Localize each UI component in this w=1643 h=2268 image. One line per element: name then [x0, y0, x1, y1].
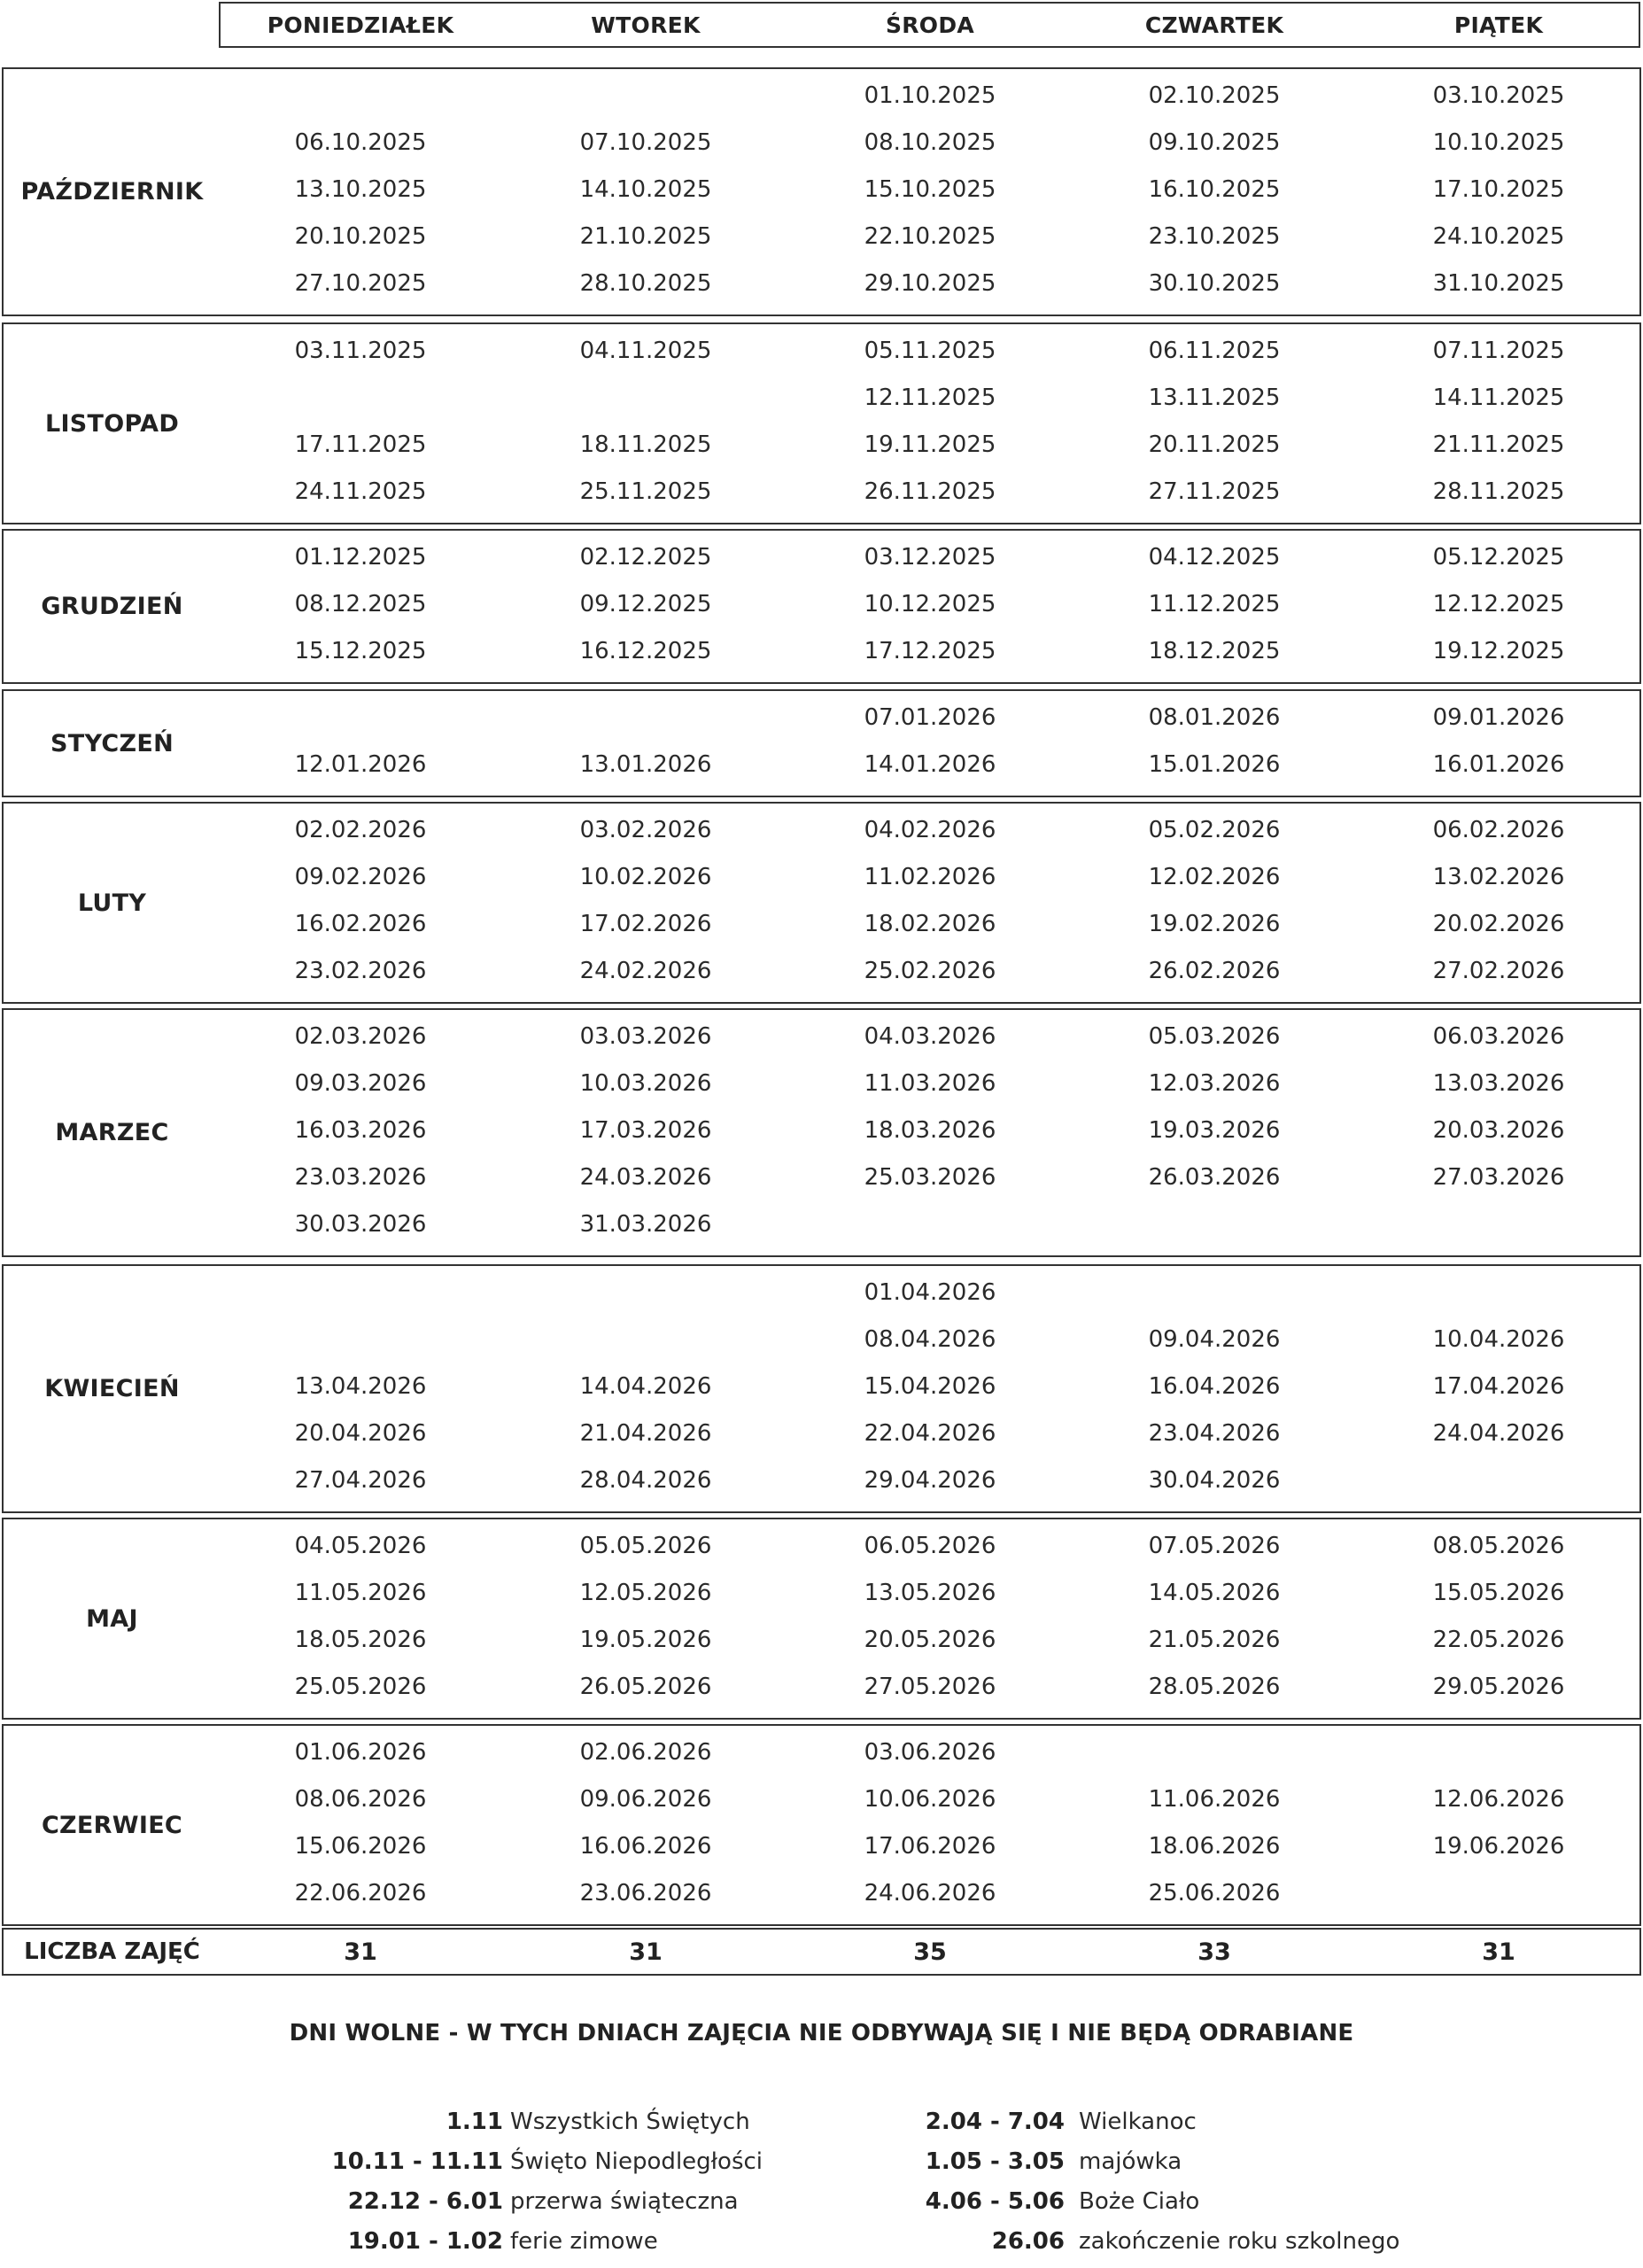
date-cell: 22.05.2026 [1432, 1627, 1565, 1653]
date-cell: 09.10.2025 [1148, 129, 1281, 156]
date-cell: 05.03.2026 [1148, 1023, 1281, 1050]
date-cell: 16.04.2026 [1148, 1373, 1281, 1400]
date-cell: 18.05.2026 [294, 1627, 427, 1653]
date-cell: 11.02.2026 [864, 864, 996, 890]
week-row [4, 540, 1639, 575]
date-cell: 29.04.2026 [864, 1467, 996, 1494]
date-cell: 02.03.2026 [294, 1023, 427, 1050]
date-cell: 06.05.2026 [864, 1533, 996, 1559]
date-cell: 27.11.2025 [1148, 478, 1281, 505]
week-row [4, 1463, 1639, 1498]
week-row [4, 1782, 1639, 1817]
date-cell: 25.06.2026 [1148, 1880, 1281, 1907]
date-cell: 23.10.2025 [1148, 223, 1281, 250]
date-cell: 17.06.2026 [864, 1833, 996, 1860]
holiday-date: 1.05 - 3.05 [925, 2148, 1065, 2175]
date-cell: 11.03.2026 [864, 1070, 996, 1097]
lesson-count-label: LICZBA ZAJĘĆ [24, 1938, 200, 1965]
date-cell: 06.03.2026 [1432, 1023, 1565, 1050]
date-cell: 03.06.2026 [864, 1739, 996, 1766]
date-cell: 18.02.2026 [864, 911, 996, 937]
holiday-date: 1.11 [446, 2109, 503, 2135]
week-row [4, 474, 1639, 509]
week-row [4, 1113, 1639, 1148]
date-cell: 11.06.2026 [1148, 1786, 1281, 1813]
date-cell: 05.12.2025 [1432, 544, 1565, 571]
date-cell: 05.05.2026 [579, 1533, 712, 1559]
date-cell: 06.11.2025 [1148, 338, 1281, 364]
week-row [4, 1416, 1639, 1451]
date-cell: 16.06.2026 [579, 1833, 712, 1860]
date-cell: 08.04.2026 [864, 1326, 996, 1353]
week-row [4, 172, 1639, 207]
date-cell: 04.05.2026 [294, 1533, 427, 1559]
date-cell: 01.04.2026 [864, 1279, 996, 1306]
month-block [2, 529, 1641, 684]
date-cell: 30.03.2026 [294, 1211, 427, 1238]
date-cell: 21.11.2025 [1432, 431, 1565, 458]
date-cell: 10.12.2025 [864, 591, 996, 617]
date-cell: 12.12.2025 [1432, 591, 1565, 617]
date-cell: 19.12.2025 [1432, 638, 1565, 664]
date-cell: 13.03.2026 [1432, 1070, 1565, 1097]
date-cell: 27.02.2026 [1432, 958, 1565, 984]
week-row [4, 333, 1639, 369]
date-cell: 09.01.2026 [1432, 704, 1565, 731]
date-cell [228, 700, 493, 735]
date-cell: 15.06.2026 [294, 1833, 427, 1860]
date-cell [1081, 1207, 1347, 1242]
month-block [2, 1008, 1641, 1257]
week-row [4, 1322, 1639, 1357]
date-cell: 12.01.2026 [294, 751, 427, 778]
date-cell [513, 78, 779, 113]
month-label: MAJ [86, 1604, 138, 1633]
date-cell: 02.06.2026 [579, 1739, 712, 1766]
date-cell: 13.10.2025 [294, 176, 427, 203]
date-cell [1081, 1275, 1347, 1310]
weekday-header-0: PONIEDZIAŁEK [267, 12, 454, 38]
date-cell: 02.10.2025 [1148, 82, 1281, 109]
date-cell: 10.02.2026 [579, 864, 712, 890]
date-cell: 09.02.2026 [294, 864, 427, 890]
month-label: MARZEC [55, 1119, 169, 1146]
week-row [4, 906, 1639, 942]
date-cell [1366, 1876, 1631, 1911]
date-cell: 22.06.2026 [294, 1880, 427, 1907]
date-cell: 08.10.2025 [864, 129, 996, 156]
date-cell: 23.06.2026 [579, 1880, 712, 1907]
date-cell: 20.05.2026 [864, 1627, 996, 1653]
date-cell: 22.04.2026 [864, 1420, 996, 1447]
date-cell: 14.01.2026 [864, 751, 996, 778]
week-row [4, 219, 1639, 254]
date-cell: 20.10.2025 [294, 223, 427, 250]
date-cell: 27.10.2025 [294, 270, 427, 297]
date-cell: 13.02.2026 [1432, 864, 1565, 890]
week-row [4, 1829, 1639, 1864]
date-cell: 19.11.2025 [864, 431, 996, 458]
date-cell [228, 380, 493, 416]
date-cell: 19.05.2026 [579, 1627, 712, 1653]
holiday-date: 2.04 - 7.04 [925, 2109, 1065, 2135]
date-cell: 01.10.2025 [864, 82, 996, 109]
date-cell: 15.04.2026 [864, 1373, 996, 1400]
date-cell: 28.05.2026 [1148, 1674, 1281, 1700]
date-cell: 30.10.2025 [1148, 270, 1281, 297]
date-cell: 26.11.2025 [864, 478, 996, 505]
date-cell [1366, 1207, 1631, 1242]
date-cell [513, 380, 779, 416]
date-cell: 17.02.2026 [579, 911, 712, 937]
week-row [4, 859, 1639, 895]
date-cell: 21.10.2025 [579, 223, 712, 250]
week-row [4, 380, 1639, 416]
date-cell: 09.06.2026 [579, 1786, 712, 1813]
date-cell: 04.03.2026 [864, 1023, 996, 1050]
date-cell: 16.03.2026 [294, 1117, 427, 1144]
weekday-header-3: CZWARTEK [1144, 12, 1284, 38]
date-cell: 17.10.2025 [1432, 176, 1565, 203]
holiday-name: Święto Niepodległości [510, 2148, 763, 2175]
month-block [2, 322, 1641, 524]
date-cell: 27.03.2026 [1432, 1164, 1565, 1191]
date-cell: 25.05.2026 [294, 1674, 427, 1700]
date-cell: 17.11.2025 [294, 431, 427, 458]
week-row [4, 1369, 1639, 1404]
date-cell: 21.04.2026 [579, 1420, 712, 1447]
date-cell: 08.06.2026 [294, 1786, 427, 1813]
date-cell: 21.05.2026 [1148, 1627, 1281, 1653]
date-cell: 03.12.2025 [864, 544, 996, 571]
week-row [4, 1876, 1639, 1911]
week-row [4, 953, 1639, 989]
lesson-count-value: 31 [1482, 1938, 1515, 1966]
date-cell: 13.04.2026 [294, 1373, 427, 1400]
date-cell: 12.02.2026 [1148, 864, 1281, 890]
date-cell: 04.11.2025 [579, 338, 712, 364]
weekday-header [219, 2, 1640, 48]
holidays-title: DNI WOLNE - W TYCH DNIACH ZAJĘCIA NIE ODBYWAJĄ SIĘ I NIE BĘDĄ ODRABIANE [289, 2020, 1354, 2047]
date-cell: 24.10.2025 [1432, 223, 1565, 250]
date-cell: 27.05.2026 [864, 1674, 996, 1700]
month-block [2, 67, 1641, 316]
date-cell [228, 1275, 493, 1310]
date-cell: 31.03.2026 [579, 1211, 712, 1238]
date-cell: 14.04.2026 [579, 1373, 712, 1400]
date-cell: 03.11.2025 [294, 338, 427, 364]
date-cell: 17.04.2026 [1432, 1373, 1565, 1400]
date-cell: 24.11.2025 [294, 478, 427, 505]
date-cell: 12.03.2026 [1148, 1070, 1281, 1097]
date-cell: 31.10.2025 [1432, 270, 1565, 297]
week-row [4, 1669, 1639, 1705]
date-cell: 16.02.2026 [294, 911, 427, 937]
date-cell: 25.03.2026 [864, 1164, 996, 1191]
month-block [2, 1518, 1641, 1720]
date-cell [228, 78, 493, 113]
date-cell [1366, 1735, 1631, 1770]
date-cell: 26.05.2026 [579, 1674, 712, 1700]
week-row [4, 700, 1639, 735]
date-cell: 06.10.2025 [294, 129, 427, 156]
date-cell: 14.05.2026 [1148, 1580, 1281, 1606]
date-cell: 20.11.2025 [1148, 431, 1281, 458]
lesson-count-value: 31 [629, 1938, 663, 1966]
date-cell: 18.12.2025 [1148, 638, 1281, 664]
date-cell: 12.06.2026 [1432, 1786, 1565, 1813]
date-cell: 14.10.2025 [579, 176, 712, 203]
date-cell: 08.01.2026 [1148, 704, 1281, 731]
date-cell: 01.06.2026 [294, 1739, 427, 1766]
date-cell: 19.03.2026 [1148, 1117, 1281, 1144]
date-cell: 15.05.2026 [1432, 1580, 1565, 1606]
month-block [2, 1724, 1641, 1926]
date-cell: 22.10.2025 [864, 223, 996, 250]
month-label: KWIECIEŃ [44, 1375, 180, 1402]
month-block [2, 1264, 1641, 1513]
weekday-header-4: PIĄTEK [1453, 12, 1544, 38]
date-cell: 19.06.2026 [1432, 1833, 1565, 1860]
lesson-count-value: 33 [1197, 1938, 1231, 1966]
week-row [4, 266, 1639, 301]
date-cell: 09.04.2026 [1148, 1326, 1281, 1353]
date-cell: 24.04.2026 [1432, 1420, 1565, 1447]
date-cell: 29.05.2026 [1432, 1674, 1565, 1700]
date-cell: 25.11.2025 [579, 478, 712, 505]
date-cell: 15.12.2025 [294, 638, 427, 664]
date-cell: 07.11.2025 [1432, 338, 1565, 364]
week-row [4, 125, 1639, 160]
week-row [4, 747, 1639, 782]
date-cell: 28.04.2026 [579, 1467, 712, 1494]
date-cell: 05.11.2025 [864, 338, 996, 364]
week-row [4, 1160, 1639, 1195]
month-label: GRUDZIEŃ [41, 593, 183, 620]
week-row [4, 1019, 1639, 1054]
date-cell: 08.12.2025 [294, 591, 427, 617]
date-cell: 17.12.2025 [864, 638, 996, 664]
date-cell: 30.04.2026 [1148, 1467, 1281, 1494]
date-cell: 29.10.2025 [864, 270, 996, 297]
date-cell [797, 1207, 1063, 1242]
date-cell [1366, 1275, 1631, 1310]
holiday-name: Wszystkich Świętych [510, 2109, 750, 2135]
date-cell: 16.12.2025 [579, 638, 712, 664]
holiday-name: ferie zimowe [510, 2228, 658, 2255]
date-cell: 20.04.2026 [294, 1420, 427, 1447]
date-cell: 09.03.2026 [294, 1070, 427, 1097]
date-cell: 04.12.2025 [1148, 544, 1281, 571]
date-cell: 14.11.2025 [1432, 384, 1565, 411]
week-row [4, 812, 1639, 848]
date-cell: 13.01.2026 [579, 751, 712, 778]
date-cell: 03.10.2025 [1432, 82, 1565, 109]
holiday-date: 10.11 - 11.11 [331, 2148, 503, 2175]
week-row [4, 1066, 1639, 1101]
date-cell: 11.05.2026 [294, 1580, 427, 1606]
month-label: LISTOPAD [44, 409, 180, 438]
date-cell: 05.02.2026 [1148, 817, 1281, 843]
date-cell: 07.10.2025 [579, 129, 712, 156]
date-cell: 13.05.2026 [864, 1580, 996, 1606]
lesson-count-row [2, 1928, 1641, 1976]
date-cell: 18.03.2026 [864, 1117, 996, 1144]
date-cell: 23.02.2026 [294, 958, 427, 984]
month-label: LUTY [77, 889, 147, 917]
date-cell: 27.04.2026 [294, 1467, 427, 1494]
weekday-header-1: WTOREK [591, 12, 701, 38]
date-cell: 06.02.2026 [1432, 817, 1565, 843]
week-row [4, 1622, 1639, 1658]
date-cell: 11.12.2025 [1148, 591, 1281, 617]
date-cell: 15.10.2025 [864, 176, 996, 203]
lesson-count-value: 35 [913, 1938, 947, 1966]
date-cell: 24.03.2026 [579, 1164, 712, 1191]
lesson-count-value: 31 [344, 1938, 377, 1966]
holiday-name: majówka [1079, 2148, 1182, 2175]
date-cell: 10.03.2026 [579, 1070, 712, 1097]
week-row [4, 1528, 1639, 1564]
date-cell: 18.06.2026 [1148, 1833, 1281, 1860]
date-cell: 09.12.2025 [579, 591, 712, 617]
date-cell: 23.03.2026 [294, 1164, 427, 1191]
date-cell: 28.11.2025 [1432, 478, 1565, 505]
date-cell: 20.03.2026 [1432, 1117, 1565, 1144]
week-row [4, 1735, 1639, 1770]
date-cell: 04.02.2026 [864, 817, 996, 843]
week-row [4, 78, 1639, 113]
date-cell: 12.05.2026 [579, 1580, 712, 1606]
holiday-name: przerwa świąteczna [510, 2188, 739, 2215]
date-cell: 17.03.2026 [579, 1117, 712, 1144]
date-cell [513, 1322, 779, 1357]
date-cell: 07.01.2026 [864, 704, 996, 731]
date-cell: 10.06.2026 [864, 1786, 996, 1813]
date-cell: 03.03.2026 [579, 1023, 712, 1050]
date-cell: 02.02.2026 [294, 817, 427, 843]
date-cell [228, 1322, 493, 1357]
holiday-name: Boże Ciało [1079, 2188, 1200, 2215]
date-cell: 16.10.2025 [1148, 176, 1281, 203]
date-cell: 08.05.2026 [1432, 1533, 1565, 1559]
date-cell: 13.11.2025 [1148, 384, 1281, 411]
date-cell: 18.11.2025 [579, 431, 712, 458]
date-cell: 01.12.2025 [294, 544, 427, 571]
date-cell: 24.06.2026 [864, 1880, 996, 1907]
holiday-date: 19.01 - 1.02 [347, 2228, 503, 2255]
date-cell [513, 1275, 779, 1310]
week-row [4, 427, 1639, 462]
date-cell: 28.10.2025 [579, 270, 712, 297]
date-cell: 15.01.2026 [1148, 751, 1281, 778]
month-block [2, 802, 1641, 1004]
date-cell: 12.11.2025 [864, 384, 996, 411]
date-cell: 07.05.2026 [1148, 1533, 1281, 1559]
week-row [4, 1575, 1639, 1611]
date-cell: 24.02.2026 [579, 958, 712, 984]
date-cell: 25.02.2026 [864, 958, 996, 984]
month-block [2, 689, 1641, 797]
date-cell: 10.04.2026 [1432, 1326, 1565, 1353]
date-cell [1081, 1735, 1347, 1770]
date-cell: 20.02.2026 [1432, 911, 1565, 937]
date-cell [1366, 1463, 1631, 1498]
date-cell: 23.04.2026 [1148, 1420, 1281, 1447]
date-cell: 02.12.2025 [579, 544, 712, 571]
week-row [4, 633, 1639, 669]
holiday-name: Wielkanoc [1079, 2109, 1197, 2135]
month-label: CZERWIEC [41, 1811, 183, 1839]
holiday-date: 26.06 [991, 2228, 1065, 2255]
holiday-date: 22.12 - 6.01 [347, 2188, 503, 2215]
date-cell: 19.02.2026 [1148, 911, 1281, 937]
month-label: PAŹDZIERNIK [20, 178, 204, 206]
week-row [4, 1275, 1639, 1310]
date-cell: 16.01.2026 [1432, 751, 1565, 778]
date-cell: 03.02.2026 [579, 817, 712, 843]
date-cell: 26.03.2026 [1148, 1164, 1281, 1191]
week-row [4, 586, 1639, 622]
date-cell: 10.10.2025 [1432, 129, 1565, 156]
month-label: STYCZEŃ [50, 729, 174, 757]
holiday-date: 4.06 - 5.06 [925, 2188, 1065, 2215]
holiday-name: zakończenie roku szkolnego [1079, 2228, 1400, 2255]
week-row [4, 1207, 1639, 1242]
date-cell [513, 700, 779, 735]
weekday-header-2: ŚRODA [885, 12, 975, 38]
date-cell: 26.02.2026 [1148, 958, 1281, 984]
